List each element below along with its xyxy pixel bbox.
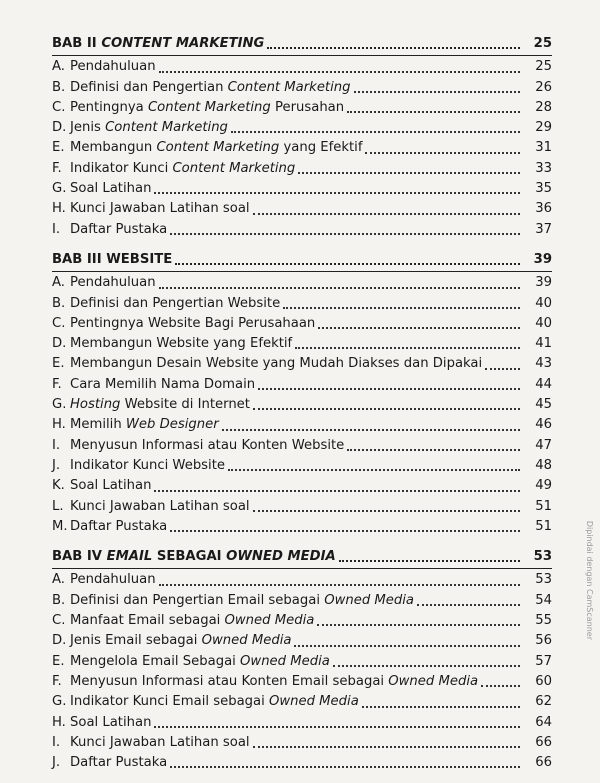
toc-entry xyxy=(52,611,552,631)
entry-title-part: Memilih xyxy=(70,417,126,433)
entry-title-part: Soal Latihan xyxy=(70,181,152,197)
entry-title-part: Soal Latihan xyxy=(70,478,152,494)
page-number: 53 xyxy=(535,572,552,588)
entry-letter: D. xyxy=(52,633,67,649)
entry-letter: A. xyxy=(52,59,65,75)
entry-title-part: Daftar Pustaka xyxy=(70,755,168,771)
page-number: 56 xyxy=(535,633,552,649)
entry-title xyxy=(70,159,295,179)
toc-entry xyxy=(52,733,552,753)
chapter-title-part: OWNED MEDIA xyxy=(226,549,336,565)
dot-leader xyxy=(253,746,520,748)
entry-title-part: Owned Media xyxy=(224,613,315,629)
chapter-heading xyxy=(52,250,552,270)
page-number: 66 xyxy=(535,755,552,771)
toc-entry xyxy=(52,375,552,395)
entry-title-part: Owned Media xyxy=(268,694,359,710)
entry-title-part: Kunci Jawaban Latihan soal xyxy=(70,201,250,217)
toc-entry xyxy=(52,753,552,773)
chapter-title xyxy=(52,34,264,54)
dot-leader xyxy=(347,449,520,451)
entry-letter: F. xyxy=(52,673,62,689)
table-of-contents xyxy=(52,34,552,783)
entry-title xyxy=(70,476,151,496)
page-number: 46 xyxy=(535,417,552,433)
page-number: 51 xyxy=(535,498,552,514)
entry-title xyxy=(70,415,219,435)
page-number: 62 xyxy=(535,694,552,710)
entry-title xyxy=(70,334,292,354)
entry-letter: E. xyxy=(52,356,65,372)
dot-leader xyxy=(294,645,520,647)
dot-leader xyxy=(175,263,520,265)
entry-title-part: Owned Media xyxy=(201,633,292,649)
toc-section xyxy=(52,250,552,537)
page-number: 26 xyxy=(535,79,552,95)
toc-entry xyxy=(52,354,552,374)
chapter-title-part: WEBSITE xyxy=(106,251,173,267)
entry-title xyxy=(70,570,156,590)
entry-title-part: yang Efektif xyxy=(279,140,363,156)
entry-title-part: Pentingnya xyxy=(70,99,148,115)
toc-entry xyxy=(52,476,552,496)
entry-letter: H. xyxy=(52,714,66,730)
entry-title-part: Owned Media xyxy=(240,653,330,669)
entry-title xyxy=(70,273,156,293)
entry-letter: C. xyxy=(52,613,66,629)
entry-letter: G. xyxy=(52,694,67,710)
page-number: 25 xyxy=(533,36,552,51)
entry-title-part: Manfaat Email sebagai xyxy=(70,613,225,629)
entry-title-part: Daftar Pustaka xyxy=(70,518,168,534)
entry-letter: A. xyxy=(52,572,65,588)
entry-letter: H. xyxy=(52,201,66,217)
entry-title-part: Hosting xyxy=(70,397,121,413)
entry-title xyxy=(70,631,291,651)
page-number: 60 xyxy=(535,673,552,689)
dot-leader xyxy=(170,530,520,532)
toc-entry xyxy=(52,159,552,179)
toc-entry xyxy=(52,314,552,334)
entry-title xyxy=(70,733,250,753)
page-number: 39 xyxy=(533,251,552,267)
entry-title-part: Indikator Kunci xyxy=(70,160,173,176)
entry-title-part: Pendahuluan xyxy=(70,275,156,291)
entry-letter: G. xyxy=(52,181,67,197)
chapter-title xyxy=(52,547,336,567)
chapter-heading xyxy=(52,547,552,567)
toc-entry xyxy=(52,220,552,240)
entry-title-part: Definisi dan Pengertian xyxy=(70,79,228,95)
chapter-number: BAB II xyxy=(52,36,102,51)
chapter-heading xyxy=(52,34,552,54)
entry-title xyxy=(70,591,414,611)
dot-leader xyxy=(295,347,520,349)
dot-leader xyxy=(253,213,520,215)
dot-leader xyxy=(333,665,520,667)
entry-letter: D. xyxy=(52,336,67,352)
entry-letter: K. xyxy=(52,478,65,494)
page-number: 40 xyxy=(535,315,552,331)
toc-entry xyxy=(52,78,552,98)
dot-leader xyxy=(317,624,520,626)
entry-title-part: Owned Media xyxy=(388,673,479,689)
entry-letter: J. xyxy=(52,755,61,771)
entry-title-part: Indikator Kunci Email sebagai xyxy=(70,694,269,710)
entry-title-part: Web Designer xyxy=(125,417,219,433)
entry-title-part: Kunci Jawaban Latihan soal xyxy=(70,498,250,514)
dot-leader xyxy=(354,91,521,93)
entry-title xyxy=(70,753,167,773)
toc-entry xyxy=(52,672,552,692)
toc-entry xyxy=(52,497,552,517)
entry-title-part: Soal Latihan xyxy=(70,714,152,730)
dot-leader xyxy=(298,172,520,174)
page-number: 39 xyxy=(535,275,552,291)
page-number: 28 xyxy=(535,99,552,115)
entry-title xyxy=(70,199,250,219)
dot-leader xyxy=(365,152,520,154)
chapter-title-part: SEBAGAI xyxy=(152,549,227,565)
entry-title-part: Mengelola Email Sebagai xyxy=(70,653,241,669)
dot-leader xyxy=(347,111,520,113)
page-number: 66 xyxy=(535,734,552,750)
chapter-number: BAB IV xyxy=(52,549,107,565)
entry-title-part: Content Marketing xyxy=(172,160,296,176)
dot-leader xyxy=(228,469,520,471)
dot-leader xyxy=(231,131,520,133)
page-number: 47 xyxy=(535,437,552,453)
toc-section xyxy=(52,547,552,773)
toc-entry xyxy=(52,415,552,435)
toc-entry xyxy=(52,570,552,590)
entry-letter: B. xyxy=(52,79,66,95)
chapter-number: BAB III xyxy=(52,251,107,267)
toc-entry xyxy=(52,138,552,158)
entry-title-part: Menyusun Informasi atau Konten Website xyxy=(70,437,345,453)
entry-title xyxy=(70,294,280,314)
dot-leader xyxy=(222,429,520,431)
dot-leader xyxy=(339,560,520,562)
heading-underline xyxy=(52,271,552,272)
page-number: 41 xyxy=(535,336,552,352)
entry-letter: I. xyxy=(52,221,61,237)
page-number: 43 xyxy=(535,356,552,372)
entry-title xyxy=(70,456,225,476)
entry-title-part: Membangun Desain Website yang Mudah Diakses dan Dipakai xyxy=(70,356,483,372)
entry-title xyxy=(70,118,228,138)
entry-letter: C. xyxy=(52,315,66,331)
dot-leader xyxy=(159,71,520,73)
page-number: 25 xyxy=(535,59,552,75)
entry-letter: B. xyxy=(52,295,66,311)
heading-underline xyxy=(52,568,552,569)
entry-title xyxy=(70,517,167,537)
entry-title-part: Definisi dan Pengertian Email sebagai xyxy=(70,592,325,608)
dot-leader xyxy=(267,47,520,49)
dot-leader xyxy=(485,368,520,370)
entry-title-part: Kunci Jawaban Latihan soal xyxy=(70,734,250,750)
page-number: 51 xyxy=(535,518,552,534)
dot-leader xyxy=(481,685,520,687)
page-number: 29 xyxy=(535,120,552,136)
chapter-title-part: EMAIL xyxy=(106,549,153,565)
page-number: 44 xyxy=(535,376,552,392)
page-number: 40 xyxy=(535,295,552,311)
toc-entry xyxy=(52,456,552,476)
toc-entry xyxy=(52,652,552,672)
entry-title xyxy=(70,78,351,98)
page-number: 35 xyxy=(535,181,552,197)
toc-entry xyxy=(52,179,552,199)
entry-letter: G. xyxy=(52,397,67,413)
dot-leader xyxy=(159,287,520,289)
entry-title xyxy=(70,57,156,77)
heading-underline xyxy=(52,55,552,56)
entry-title-part: Owned Media xyxy=(324,592,414,608)
entry-title-part: Membangun Website yang Efektif xyxy=(70,336,293,352)
toc-entry xyxy=(52,57,552,77)
entry-letter: C. xyxy=(52,99,66,115)
entry-title xyxy=(70,375,255,395)
toc-entry xyxy=(52,591,552,611)
dot-leader xyxy=(154,726,520,728)
toc-entry xyxy=(52,631,552,651)
entry-title-part: Jenis Email sebagai xyxy=(70,633,202,649)
dot-leader xyxy=(362,706,520,708)
entry-letter: E. xyxy=(52,140,65,156)
entry-letter: L. xyxy=(52,498,64,514)
chapter-title-part: CONTENT MARKETING xyxy=(101,36,265,51)
entry-title xyxy=(70,672,478,692)
toc-entry xyxy=(52,294,552,314)
entry-title xyxy=(70,692,359,712)
dot-leader xyxy=(154,192,520,194)
entry-letter: I. xyxy=(52,437,61,453)
dot-leader xyxy=(154,490,520,492)
toc-section xyxy=(52,34,552,240)
dot-leader xyxy=(170,233,520,235)
page-number: 54 xyxy=(535,592,552,608)
entry-title-part: Cara Memilih Nama Domain xyxy=(70,376,256,392)
dot-leader xyxy=(283,307,520,309)
toc-entry xyxy=(52,273,552,293)
entry-title xyxy=(70,395,250,415)
entry-title xyxy=(70,497,250,517)
entry-title-part: Membangun xyxy=(70,140,157,156)
page-number: 53 xyxy=(533,549,552,565)
dot-leader xyxy=(253,510,520,512)
toc-entry xyxy=(52,199,552,219)
dot-leader xyxy=(170,766,520,768)
entry-title-part: Definisi dan Pengertian Website xyxy=(70,295,281,311)
page-number: 37 xyxy=(535,221,552,237)
toc-entry xyxy=(52,436,552,456)
page-number: 48 xyxy=(535,457,552,473)
entry-title xyxy=(70,98,344,118)
entry-title-part: Pendahuluan xyxy=(70,572,156,588)
entry-title xyxy=(70,713,151,733)
toc-entry xyxy=(52,713,552,733)
entry-title xyxy=(70,436,344,456)
scanner-watermark: Dipindai dengan CamScanner xyxy=(585,520,594,640)
entry-title xyxy=(70,179,151,199)
entry-title xyxy=(70,611,314,631)
entry-letter: J. xyxy=(52,457,61,473)
entry-letter: D. xyxy=(52,120,67,136)
entry-title-part: Content Marketing xyxy=(156,140,280,156)
dot-leader xyxy=(253,408,520,410)
dot-leader xyxy=(258,388,520,390)
entry-title xyxy=(70,314,315,334)
entry-letter: F. xyxy=(52,160,62,176)
dot-leader xyxy=(159,584,520,586)
entry-title-part: Perusahan xyxy=(270,99,345,115)
chapter-title xyxy=(52,250,172,270)
toc-entry xyxy=(52,517,552,537)
entry-letter: F. xyxy=(52,376,62,392)
entry-title-part: Indikator Kunci Website xyxy=(70,457,226,473)
dot-leader xyxy=(318,327,520,329)
page-number: 55 xyxy=(535,613,552,629)
toc-entry xyxy=(52,395,552,415)
entry-letter: E. xyxy=(52,653,65,669)
entry-letter: M. xyxy=(52,518,68,534)
entry-title-part: Jenis xyxy=(70,120,106,136)
entry-title-part: Daftar Pustaka xyxy=(70,221,168,237)
entry-letter: I. xyxy=(52,734,61,750)
toc-entry xyxy=(52,118,552,138)
entry-title-part: Content Marketing xyxy=(147,99,271,115)
page-number: 64 xyxy=(535,714,552,730)
page-number: 31 xyxy=(535,140,552,156)
toc-entry xyxy=(52,692,552,712)
entry-title xyxy=(70,652,330,672)
entry-title xyxy=(70,354,482,374)
entry-title-part: Pentingnya Website Bagi Perusahaan xyxy=(70,315,316,331)
toc-entry xyxy=(52,98,552,118)
entry-title-part: Pendahuluan xyxy=(70,59,156,75)
page-number: 57 xyxy=(535,653,552,669)
entry-letter: H. xyxy=(52,417,66,433)
entry-title xyxy=(70,220,167,240)
entry-letter: A. xyxy=(52,275,65,291)
entry-title-part: Menyusun Informasi atau Konten Email sebagai xyxy=(70,673,389,689)
page-number: 49 xyxy=(535,478,552,494)
entry-title-part: Content Marketing xyxy=(227,79,351,95)
entry-letter: B. xyxy=(52,592,66,608)
entry-title-part: Content Marketing xyxy=(105,120,228,136)
entry-title-part: Website di Internet xyxy=(120,397,250,413)
page-number: 36 xyxy=(535,201,552,217)
page-number: 45 xyxy=(535,397,552,413)
dot-leader xyxy=(417,604,520,606)
toc-entry xyxy=(52,334,552,354)
entry-title xyxy=(70,138,362,158)
page-number: 33 xyxy=(535,160,552,176)
